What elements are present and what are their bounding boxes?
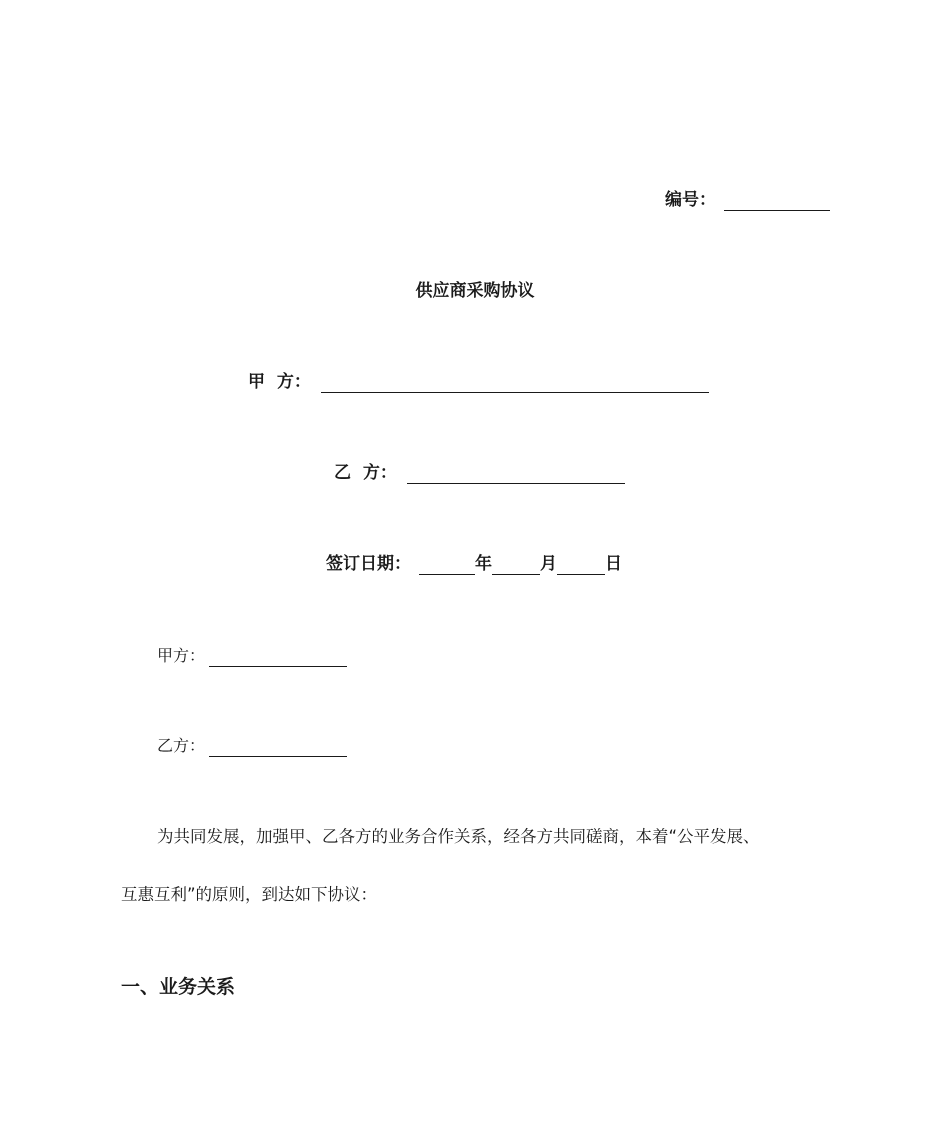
sign-date-day-label: 日 xyxy=(605,554,622,574)
cover-party-a-line xyxy=(248,371,709,393)
sign-date-day-blank xyxy=(557,556,605,575)
paragraph-line-1: 为共同发展，加强甲、乙各方的业务合作关系，经各方共同磋商，本着“公平发展、 xyxy=(157,827,760,846)
paragraph-line-2: 互惠互利”的原则，到达如下协议： xyxy=(121,885,378,904)
sign-date-line xyxy=(326,553,622,575)
cover-party-b-line xyxy=(334,462,625,484)
cover-party-a-blank xyxy=(321,374,709,393)
section-heading: 一、业务关系 xyxy=(121,976,236,998)
cover-party-b-blank xyxy=(407,465,625,484)
body-party-b-line xyxy=(157,735,347,757)
body-party-a-blank xyxy=(209,648,347,667)
cover-party-a-label: 甲 方： xyxy=(248,372,311,392)
body-party-a-label: 甲方： xyxy=(157,646,206,665)
sign-date-month-label: 月 xyxy=(540,554,557,574)
serial-number-blank xyxy=(724,192,830,211)
document-title: 供应商采购协议 xyxy=(415,281,535,301)
sign-date-label: 签订日期： xyxy=(326,554,411,574)
cover-party-b-label: 乙 方： xyxy=(334,463,397,483)
serial-number-label: 编号： xyxy=(665,190,716,210)
sign-date-month-blank xyxy=(492,556,540,575)
body-party-b-label: 乙方： xyxy=(157,736,206,755)
serial-number-line xyxy=(665,189,830,211)
sign-date-year-blank xyxy=(419,556,475,575)
body-party-b-blank xyxy=(209,738,347,757)
body-party-a-line xyxy=(157,645,347,667)
sign-date-year-label: 年 xyxy=(475,554,492,574)
